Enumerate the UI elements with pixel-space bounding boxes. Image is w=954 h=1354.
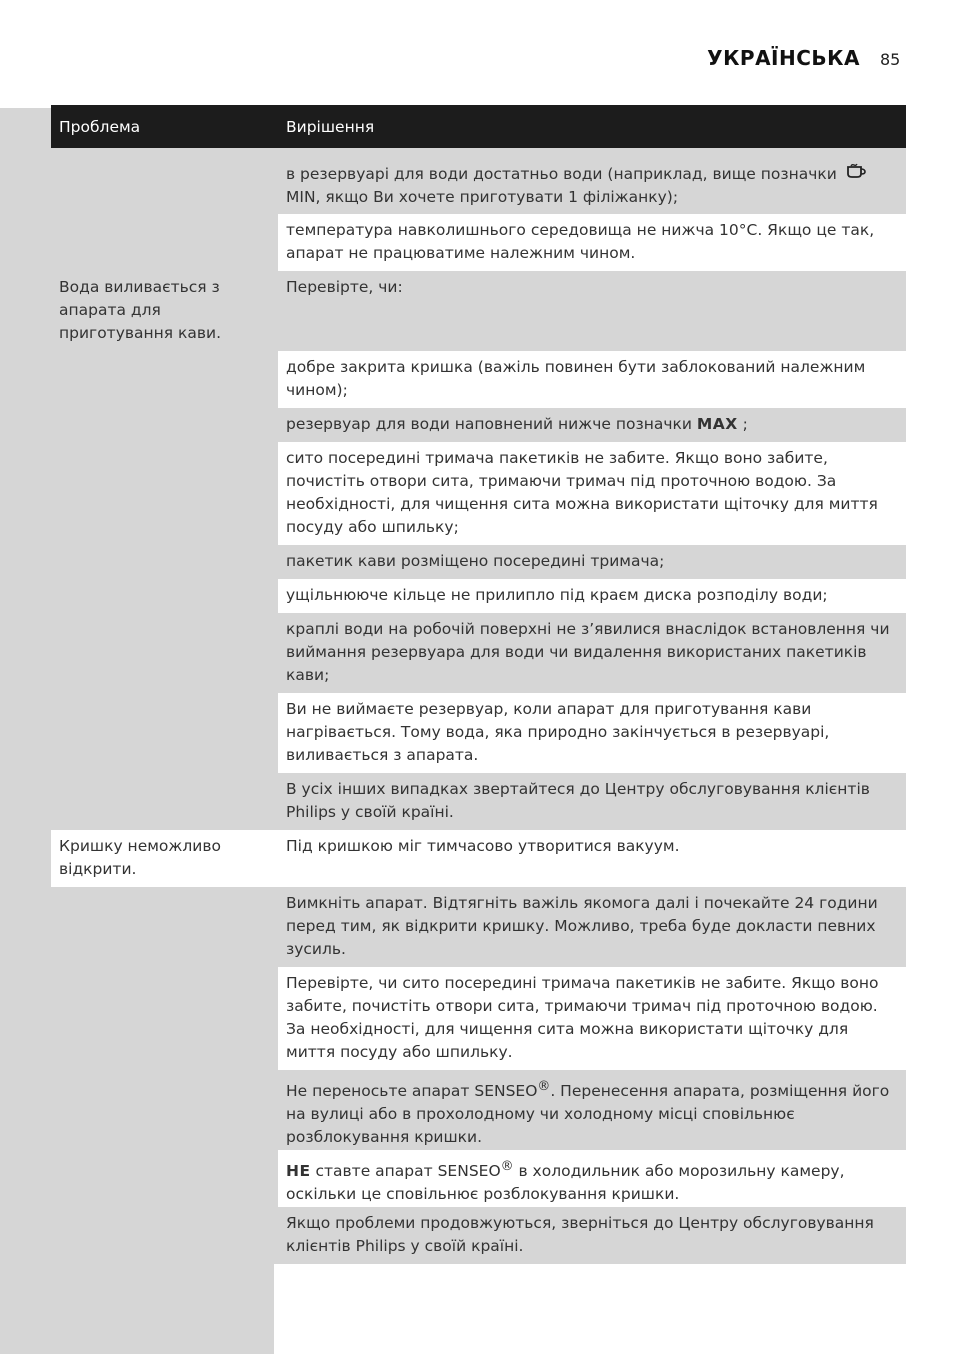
table-row [51, 351, 906, 408]
solution-text-end: . Перенесення апарата, розміщення його на вулиці або в прохолодному чи холодному місці сповільнює розблокування кришки. [286, 1082, 890, 1147]
solution-cell: В усіх інших випадках звертайтеся до Центру обслуговування клієнтів Philips у своїй країні. [286, 780, 870, 821]
solution-text-cont: MIN, якщо Ви хочете приготувати 1 філіжанку); [286, 188, 679, 206]
solution-cell: Вимкніть апарат. Відтягніть важіль якомога далі і почекайте 24 години перед тим, як відкрити кришку. Можливо, треба буде докласти певних зусиль. [286, 894, 878, 958]
table-header [51, 105, 906, 148]
table-row [51, 1070, 906, 1150]
column-header-problem: Проблема [59, 117, 141, 136]
solution-cell: ущільнююче кільце не прилипло під краєм диска розподілу води; [286, 586, 828, 604]
table-row [51, 967, 906, 1070]
table-row [51, 442, 906, 545]
problem-cell [51, 1207, 278, 1264]
registered-mark: ® [500, 1159, 514, 1174]
table-row [51, 408, 906, 442]
max-marker: MAX [696, 415, 738, 433]
solution-cell [278, 1070, 906, 1150]
solution-text: резервуар для води наповнений нижче позначки [286, 415, 692, 433]
solution-cell: пакетик кави розміщено посередині тримача; [286, 552, 665, 570]
solution-cell [278, 408, 906, 442]
solution-text: Не переносьте апарат SENSEO [286, 1082, 538, 1101]
column-header-solution: Вирішення [286, 117, 375, 136]
problem-cell [51, 1070, 278, 1150]
solution-text-end: в холодильник або морозильну камеру, оскільки це сповільнює розблокування кришки. [286, 1162, 845, 1204]
problem-cell [51, 773, 278, 830]
table-row [51, 214, 906, 271]
solution-cell: Ви не виймаєте резервуар, коли апарат для приготування кави нагрівається. Тому вода, яка природно закінчується в резервуарі, виливається з апарата. [286, 700, 830, 764]
problem-cell [51, 148, 278, 214]
problem-cell [51, 693, 278, 773]
problem-cell [51, 442, 278, 545]
table-row [51, 830, 906, 887]
problem-cell [51, 967, 278, 1070]
table-row [51, 773, 906, 830]
troubleshooting-table [51, 105, 906, 1264]
solution-cell: температура навколишнього середовища не нижча 10°C. Якщо це так, апарат не працюватиме належним чином. [286, 221, 875, 262]
not-marker: НЕ [286, 1162, 311, 1181]
problem-cell: Вода виливається з апарата для приготування кави. [59, 278, 222, 342]
table-row [51, 887, 906, 967]
problem-cell [51, 613, 278, 693]
problem-cell [51, 579, 278, 613]
language-heading: УКРАЇНСЬКА [707, 46, 860, 70]
solution-cell: сито посередині тримача пакетиків не забите. Якщо воно забите, почистіть отвори сита, тримаючи тримач під проточною водою. За необхідності, для чищення сита можна використати щіточку для миття посуду або шпильку; [286, 449, 878, 536]
problem-cell [51, 545, 278, 579]
table-row [51, 1150, 906, 1207]
table-row [51, 148, 906, 214]
table-row [51, 579, 906, 613]
solution-cell: краплі води на робочій поверхні не з’явилися внаслідок встановлення чи виймання резервуара для води чи видалення використаних пакетиків кави; [286, 620, 890, 684]
table-row [51, 613, 906, 693]
solution-cell [278, 1150, 906, 1207]
problem-cell [51, 351, 278, 408]
solution-text: ставте апарат SENSEO [310, 1162, 501, 1181]
problem-cell [51, 887, 278, 967]
table-row [51, 1207, 906, 1264]
solution-cell: Під кришкою міг тимчасово утворитися вакуум. [286, 837, 680, 855]
problem-cell [51, 408, 278, 442]
problem-cell [51, 214, 278, 271]
table-row [51, 271, 906, 351]
solution-text-end: ; [742, 415, 748, 433]
problem-cell: Кришку неможливо відкрити. [51, 830, 278, 887]
solution-text: в резервуарі для води достатньо води (наприклад, вище позначки [286, 165, 837, 183]
solution-cell: Перевірте, чи сито посередині тримача пакетиків не забите. Якщо воно забите, почистіть отвори сита, тримаючи тримач під проточною водою. За необхідності, для чищення сита можна використати щіточку для миття посуду або шпильку. [286, 974, 879, 1061]
solution-cell: Якщо проблеми продовжуються, зверніться до Центру обслуговування клієнтів Philips у своїй країні. [286, 1214, 874, 1255]
page-number: 85 [880, 50, 901, 69]
table-row [51, 545, 906, 579]
solution-cell: Перевірте, чи: [286, 278, 403, 296]
one-cup-icon [846, 163, 866, 186]
solution-cell [278, 148, 906, 214]
solution-cell: добре закрита кришка (важіль повинен бути заблокований належним чином); [286, 358, 866, 399]
problem-cell [51, 1150, 278, 1207]
registered-mark: ® [537, 1079, 551, 1094]
table-row [51, 693, 906, 773]
